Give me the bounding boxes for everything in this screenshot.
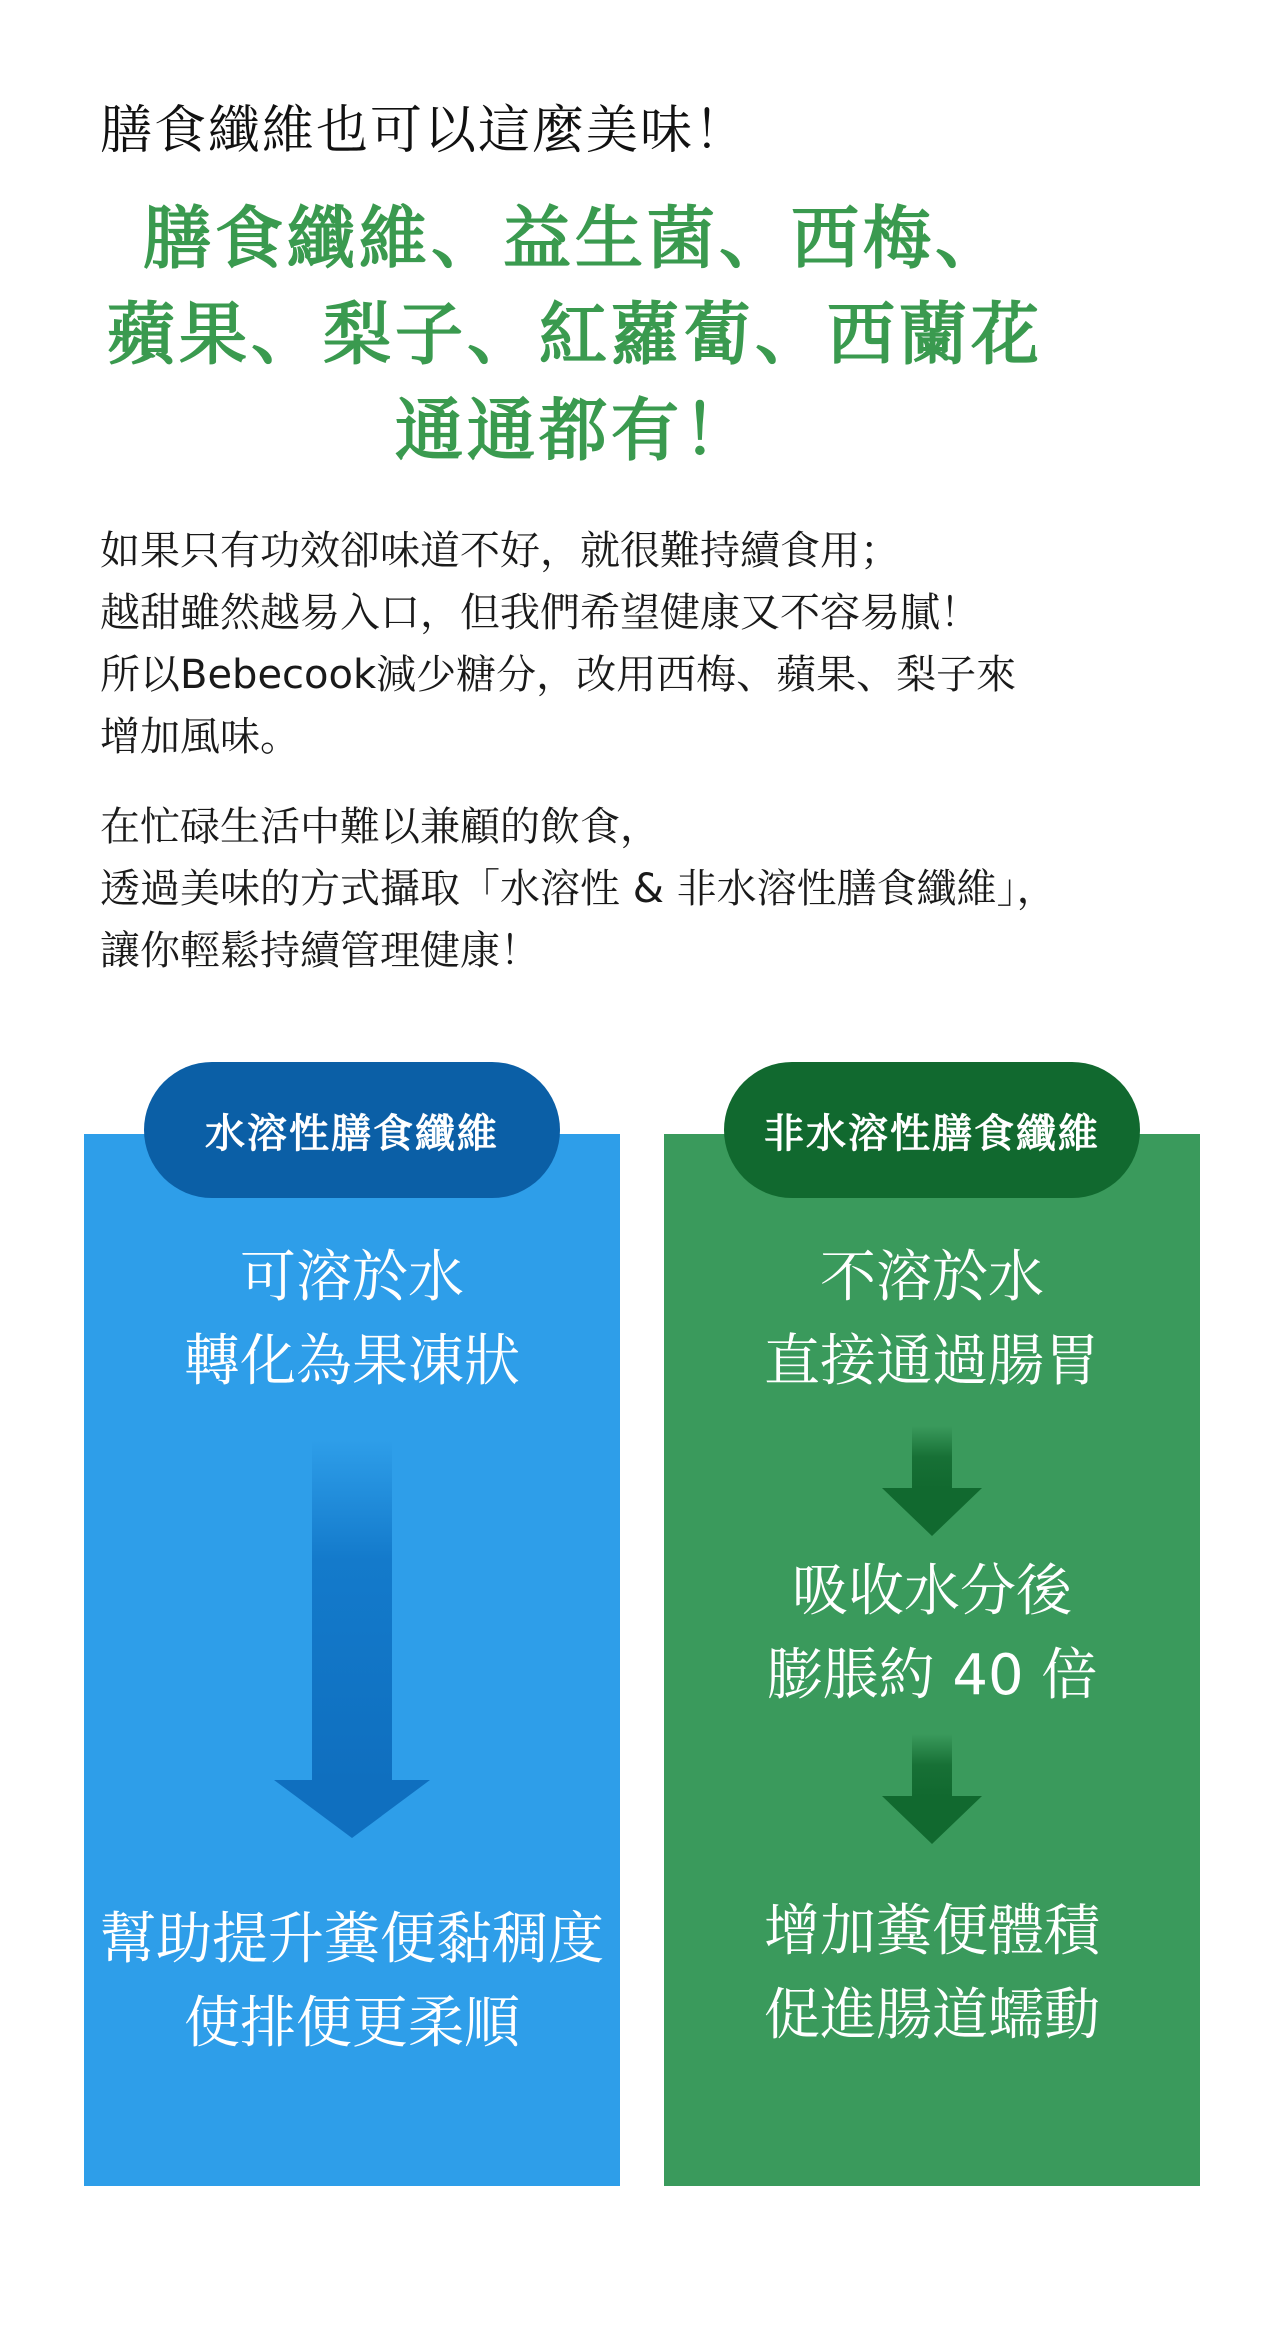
soluble-benefit-text — [84, 1898, 620, 2066]
paragraph-line: 讓你輕鬆持續管理健康！ — [100, 928, 540, 974]
ingredients-highlight — [0, 192, 1150, 480]
paragraph-line: 在忙碌生活中難以兼顧的飲食， — [100, 804, 660, 850]
text-line: 增加糞便體積 — [764, 1899, 1100, 1964]
down-arrow-icon — [882, 1734, 982, 1846]
insoluble-property-text — [664, 1236, 1200, 1404]
text-line: 促進腸道蠕動 — [764, 1983, 1100, 2048]
page-heading: 膳食纖維也可以這麼美味！ — [100, 101, 749, 161]
text-line: 膨脹約 40 倍 — [766, 1643, 1098, 1708]
paragraph-line: 增加風味。 — [100, 714, 300, 760]
highlight-line: 通通都有！ — [394, 392, 755, 471]
text-line: 可溶於水 — [240, 1245, 464, 1310]
taste-paragraph — [100, 520, 1016, 768]
paragraph-line: 所以Bebecook減少糖分，改用西梅、蘋果、梨子來 — [100, 652, 1017, 698]
soluble-fiber-title: 水溶性膳食纖維 — [144, 1062, 560, 1198]
text-line: 幫助提升糞便黏稠度 — [100, 1907, 604, 1972]
text-line: 直接通過腸胃 — [764, 1329, 1100, 1394]
insoluble-absorb-text — [664, 1550, 1200, 1718]
text-line: 吸收水分後 — [792, 1559, 1072, 1624]
down-arrow-icon — [882, 1426, 982, 1538]
paragraph-line: 如果只有功效卻味道不好，就很難持續食用； — [100, 528, 900, 574]
highlight-line: 蘋果、梨子、紅蘿蔔、西蘭花 — [106, 296, 1043, 375]
paragraph-line: 越甜雖然越易入口，但我們希望健康又不容易膩！ — [100, 590, 980, 636]
insoluble-benefit-text — [664, 1890, 1200, 2058]
paragraph-line: 透過美味的方式攝取「水溶性 & 非水溶性膳食纖維」， — [100, 866, 1057, 912]
text-line: 使排便更柔順 — [184, 1991, 520, 2056]
long-down-arrow-icon — [272, 1440, 432, 1840]
health-paragraph — [100, 796, 1057, 982]
text-line: 不溶於水 — [820, 1245, 1044, 1310]
highlight-line: 膳食纖維、益生菌、西梅、 — [142, 200, 1007, 279]
soluble-property-text — [84, 1236, 620, 1404]
insoluble-fiber-title: 非水溶性膳食纖維 — [724, 1062, 1140, 1198]
text-line: 轉化為果凍狀 — [184, 1329, 520, 1394]
